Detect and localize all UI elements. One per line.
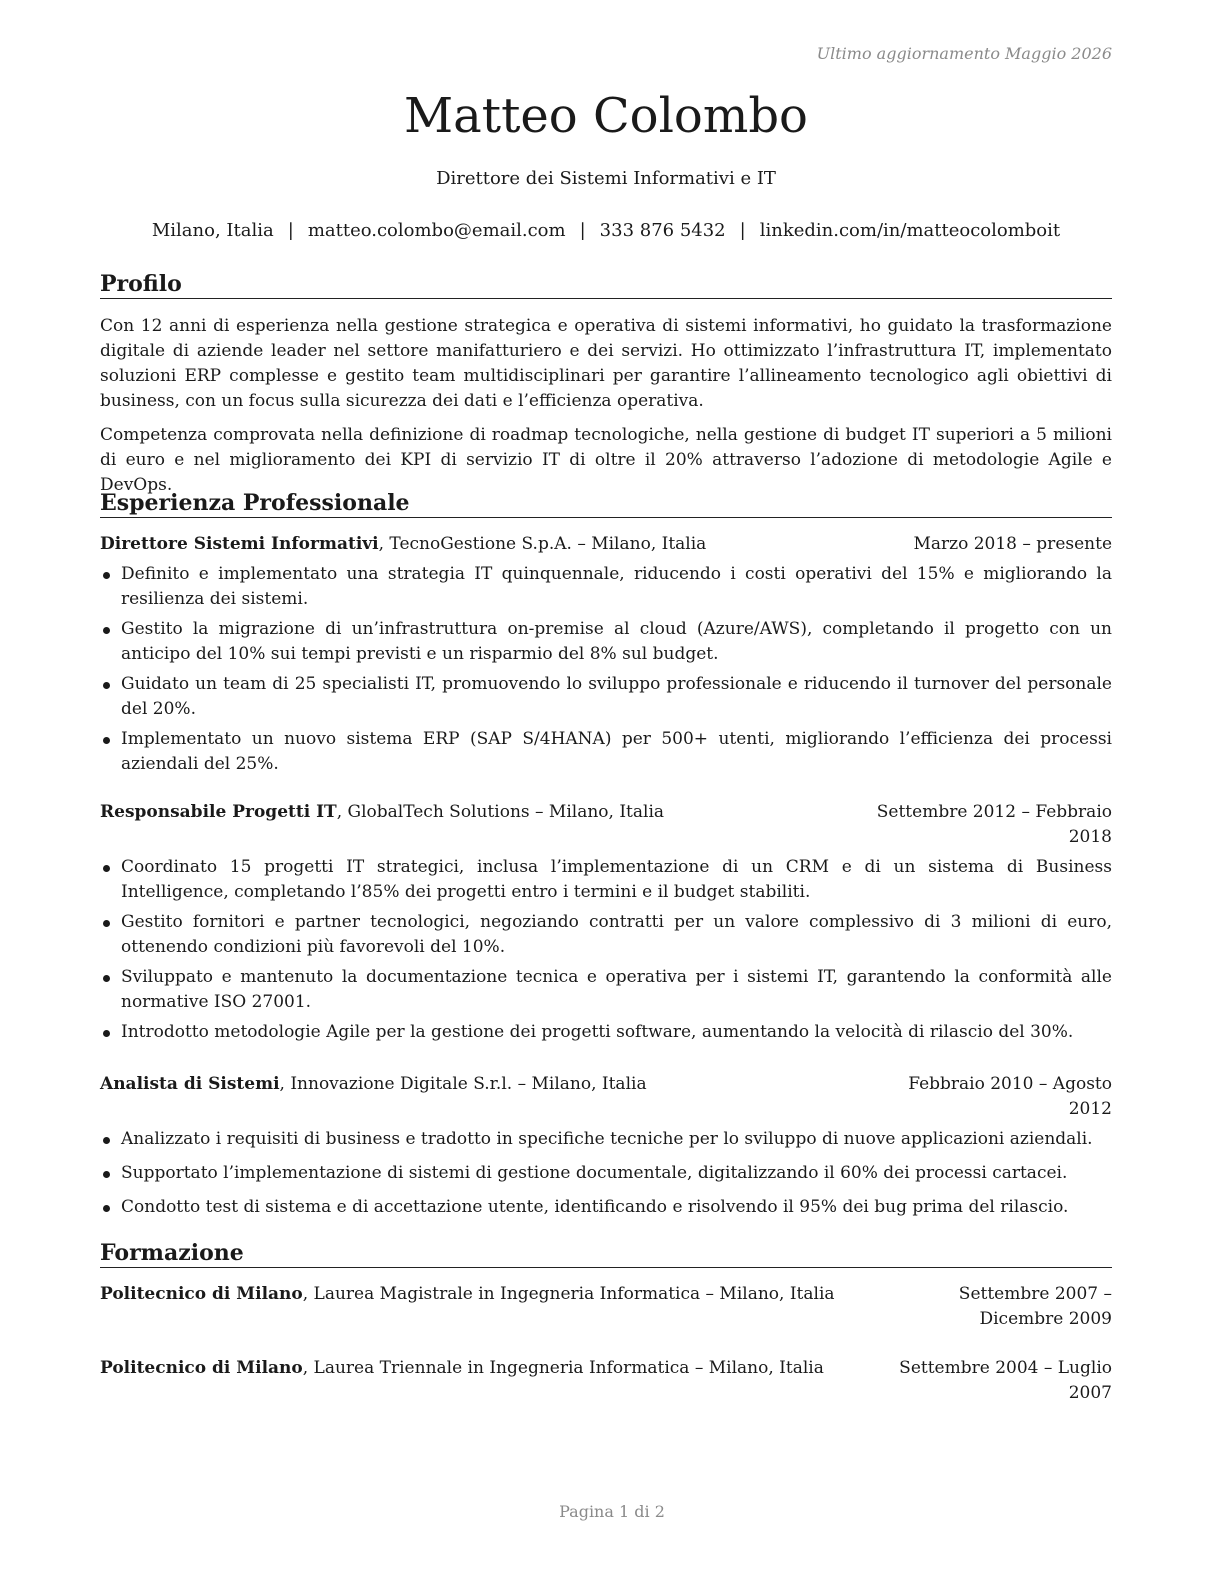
list-item: Coordinato 15 progetti IT strategici, inclusa l’implementazione di un CRM e di un sistema di Business Intelligence, completando l’85% dei progetti entro i termini e il budget stabiliti. <box>100 855 1112 905</box>
education-degree: , Laurea Triennale in Ingegneria Informatica – Milano, Italia <box>302 1358 824 1378</box>
bullet-icon <box>103 572 110 579</box>
bullet-icon <box>103 865 110 872</box>
bullet-icon <box>103 1171 110 1178</box>
list-item: Implementato un nuovo sistema ERP (SAP S/4HANA) per 500+ utenti, migliorando l’efficienza dei processi aziendali del 25%. <box>100 727 1112 777</box>
bullet-icon <box>103 920 110 927</box>
job-company: , TecnoGestione S.p.A. – Milano, Italia <box>378 534 707 554</box>
last-updated-note: Ultimo aggiornamento Maggio 2026 <box>816 44 1112 63</box>
job-bullets <box>100 1127 1112 1225</box>
contact-separator: | <box>287 220 294 241</box>
profile-paragraph: Competenza comprovata nella definizione di roadmap tecnologiche, nella gestione di budget IT superiori a 5 milioni di euro e nel miglioramento dei KPI di servizio IT di oltre il 20% attraverso l’adozione di metodologie Agile e DevOps. <box>100 425 1112 495</box>
contact-separator: | <box>739 220 746 241</box>
list-item: Condotto test di sistema e di accettazione utente, identificando e risolvendo il 95% dei bug prima del rilascio. <box>100 1195 1112 1220</box>
job-dates: Febbraio 2010 – Agosto 2012 <box>908 1074 1112 1119</box>
candidate-name: Matteo Colombo <box>404 88 808 144</box>
bullet-icon <box>103 1030 110 1037</box>
job-role: Direttore Sistemi Informativi <box>100 534 379 554</box>
list-item: Gestito fornitori e partner tecnologici, negoziando contratti per un valore complessivo di 3 milioni di euro, ottenendo condizioni più favorevoli del 10%. <box>100 910 1112 960</box>
job-bullets <box>100 855 1112 1050</box>
job-title: Direttore dei Sistemi Informativi e IT <box>436 168 776 189</box>
list-item: Definito e implementato una strategia IT quinquennale, riducendo i costi operativi del 15% e migliorando la resilienza dei sistemi. <box>100 562 1112 612</box>
bullet-icon <box>103 1137 110 1144</box>
list-item: Analizzato i requisiti di business e tradotto in specifiche tecniche per lo sviluppo di nuove applicazioni aziendali. <box>100 1127 1112 1152</box>
education-school: Politecnico di Milano <box>100 1284 303 1304</box>
profile-paragraph: Con 12 anni di esperienza nella gestione strategica e operativa di sistemi informativi, ho guidato la trasformazione digitale di aziende leader nel settore manifatturiero e dei servizi. Ho ottimizzato l’infrastruttura IT, implementato soluzioni ERP complesse e gestito team multidisciplinari per garantire l’allineamento tecnologico agli obiettivi di business, con un focus sulla sicurezza dei dati e l’efficienza operativa. <box>100 316 1112 411</box>
job-bullets <box>100 562 1112 782</box>
job-role: Analista di Sistemi <box>100 1074 280 1094</box>
bullet-icon <box>103 1205 110 1212</box>
bullet-icon <box>103 975 110 982</box>
list-item: Sviluppato e mantenuto la documentazione tecnica e operativa per i sistemi IT, garantendo la conformità alle normative ISO 27001. <box>100 965 1112 1015</box>
contact-email[interactable]: matteo.colombo@email.com <box>307 220 566 241</box>
bullet-icon <box>103 682 110 689</box>
list-item: Guidato un team di 25 specialisti IT, promuovendo lo sviluppo professionale e riducendo il turnover del personale del 20%. <box>100 672 1112 722</box>
bullet-icon <box>103 737 110 744</box>
education-school: Politecnico di Milano <box>100 1358 303 1378</box>
list-item: Gestito la migrazione di un’infrastruttura on-premise al cloud (Azure/AWS), completando il progetto con un anticipo del 10% sui tempi previsti e un risparmio del 8% sul budget. <box>100 617 1112 667</box>
education-dates: Settembre 2007 – Dicembre 2009 <box>958 1284 1112 1329</box>
section-heading-experience: Esperienza Professionale <box>100 490 1112 518</box>
job-dates: Marzo 2018 – presente <box>913 534 1112 554</box>
job-company: , Innovazione Digitale S.r.l. – Milano, Italia <box>279 1074 647 1094</box>
job-dates: Settembre 2012 – Febbraio 2018 <box>876 802 1112 847</box>
contact-separator: | <box>579 220 586 241</box>
contact-location: Milano, Italia <box>151 220 274 241</box>
contact-phone[interactable]: 333 876 5432 <box>599 220 726 241</box>
page-number: Pagina 1 di 2 <box>559 1502 665 1521</box>
job-company: , GlobalTech Solutions – Milano, Italia <box>336 802 665 822</box>
job-role: Responsabile Progetti IT <box>100 802 337 822</box>
education-dates: Settembre 2004 – Luglio 2007 <box>899 1358 1112 1403</box>
contact-linkedin[interactable]: linkedin.com/in/matteocolomboit <box>759 220 1061 241</box>
list-item: Supportato l’implementazione di sistemi di gestione documentale, digitalizzando il 60% dei processi cartacei. <box>100 1161 1112 1186</box>
education-degree: , Laurea Magistrale in Ingegneria Informatica – Milano, Italia <box>302 1284 835 1304</box>
section-heading-education: Formazione <box>100 1240 1112 1268</box>
section-heading-profile: Profilo <box>100 271 1112 299</box>
contact-line <box>100 220 1112 241</box>
bullet-icon <box>103 627 110 634</box>
list-item: Introdotto metodologie Agile per la gestione dei progetti software, aumentando la velocità di rilascio del 30%. <box>100 1020 1112 1045</box>
